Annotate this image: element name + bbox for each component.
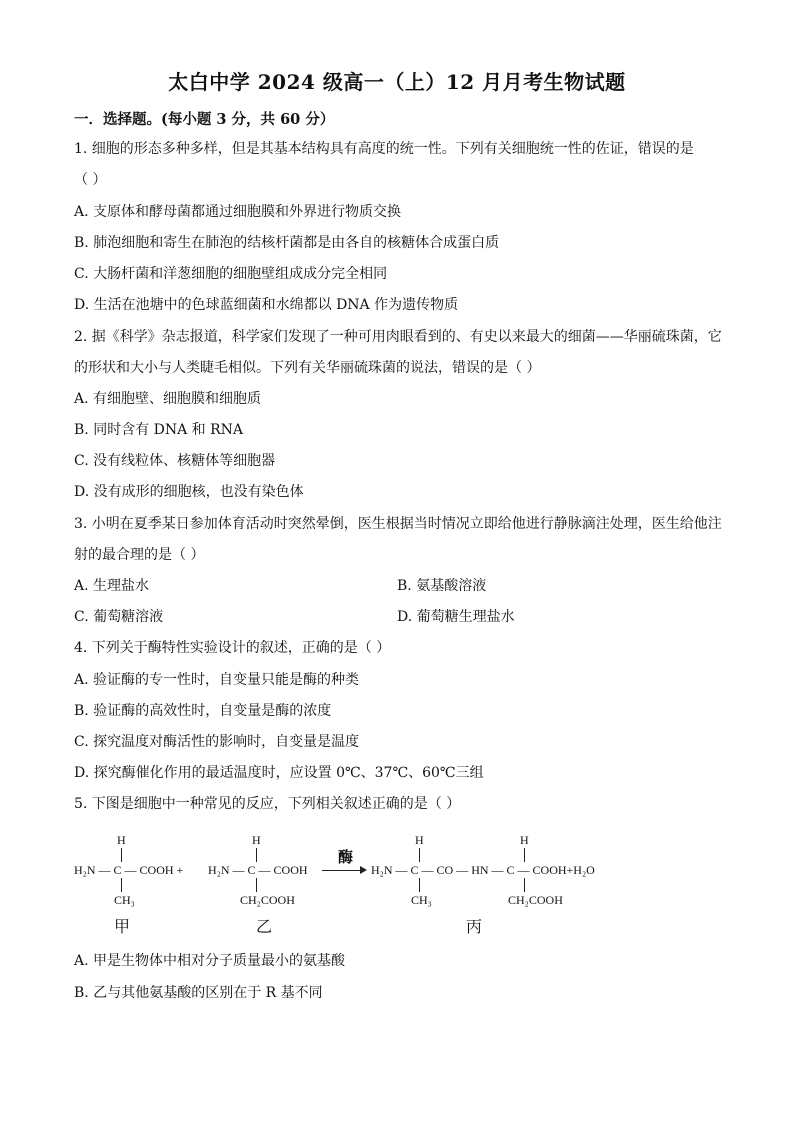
jia-formula: H₂N — C — COOH + — [74, 863, 184, 877]
bing-bond-bottom-2 — [524, 878, 525, 892]
jia-bond-bottom — [121, 878, 122, 892]
q1-stem-line1: 1. 细胞的形态多种多样，但是其基本结构具有高度的统一性。下列有关细胞统一性的佐证，错误的是 — [74, 141, 694, 157]
label-yi: 乙 — [256, 917, 273, 936]
q3-option-c: C. 葡萄糖溶液 — [74, 609, 164, 625]
section-heading: 一．选择题。(每小题 3 分，共 60 分） — [74, 111, 335, 128]
label-jia: 甲 — [114, 917, 131, 936]
q3-stem-line2: 射的最合理的是（ ） — [74, 547, 205, 563]
q5-stem: 5. 下图是细胞中一种常见的反应，下列相关叙述正确的是（ ） — [74, 796, 461, 812]
bing-r-group-2: CH₂COOH — [508, 893, 563, 907]
q3-option-a: A. 生理盐水 — [74, 578, 150, 594]
yi-bond-bottom — [256, 878, 257, 892]
q2-option-c: C. 没有线粒体、核糖体等细胞器 — [74, 453, 276, 469]
q2-option-b: B. 同时含有 DNA 和 RNA — [74, 422, 244, 438]
bing-bond-top-2 — [524, 848, 525, 862]
q3-option-b: B. 氨基酸溶液 — [397, 578, 487, 594]
q2-option-d: D. 没有成形的细胞核，也没有染色体 — [74, 484, 304, 500]
q1-option-d: D. 生活在池塘中的色球蓝细菌和水绵都以 DNA 作为遗传物质 — [74, 297, 459, 313]
q3-option-d: D. 葡萄糖生理盐水 — [397, 609, 515, 625]
q1-option-c: C. 大肠杆菌和洋葱细胞的细胞壁组成成分完全相同 — [74, 266, 388, 282]
jia-bond-top — [121, 848, 122, 862]
reaction-arrow — [322, 870, 362, 871]
q2-option-a: A. 有细胞壁、细胞膜和细胞质 — [74, 391, 262, 407]
bing-formula: H₂N — C — CO — HN — C — COOH+H₂O — [371, 863, 595, 877]
q2-stem-line2: 的形状和大小与人类睫毛相似。下列有关华丽硫珠菌的说法，错误的是（ ） — [74, 360, 541, 376]
bing-h-atom-1: H — [415, 833, 424, 847]
label-bing: 丙 — [466, 917, 483, 936]
jia-h-atom: H — [117, 833, 126, 847]
page-title: 太白中学 2024 级高一（上）12 月月考生物试题 — [168, 70, 626, 94]
jia-r-group: CH₃ — [114, 893, 135, 907]
q3-stem-line1: 3. 小明在夏季某日参加体育活动时突然晕倒，医生根据当时情况立即给他进行静脉滴注处理，医生给他注 — [74, 516, 722, 532]
yi-h-atom: H — [252, 833, 261, 847]
arrow-head-icon — [360, 866, 367, 874]
bing-r-group-1: CH₃ — [411, 893, 432, 907]
enzyme-label: 酶 — [338, 848, 354, 866]
q4-option-c: C. 探究温度对酶活性的影响时，自变量是温度 — [74, 734, 360, 750]
q5-option-b: B. 乙与其他氨基酸的区别在于 R 基不同 — [74, 985, 323, 1001]
bing-bond-bottom-1 — [419, 878, 420, 892]
bing-h-atom-2: H — [520, 833, 529, 847]
q4-option-a: A. 验证酶的专一性时，自变量只能是酶的种类 — [74, 672, 360, 688]
q1-option-b: B. 肺泡细胞和寄生在肺泡的结核杆菌都是由各自的核糖体合成蛋白质 — [74, 235, 500, 251]
q4-option-d: D. 探究酶催化作用的最适温度时，应设置 0℃、37℃、60℃三组 — [74, 765, 484, 781]
q1-stem-line2: （ ） — [74, 172, 107, 188]
q5-option-a: A. 甲是生物体中相对分子质量最小的氨基酸 — [74, 953, 346, 969]
yi-r-group: CH₂COOH — [240, 893, 295, 907]
bing-bond-top-1 — [419, 848, 420, 862]
yi-formula: H₂N — C — COOH — [208, 863, 308, 877]
q2-stem-line1: 2. 据《科学》杂志报道，科学家们发现了一种可用肉眼看到的、有史以来最大的细菌——华丽硫珠菌，它 — [74, 329, 722, 345]
yi-bond-top — [256, 848, 257, 862]
q1-option-a: A. 支原体和酵母菌都通过细胞膜和外界进行物质交换 — [74, 204, 402, 220]
q4-option-b: B. 验证酶的高效性时，自变量是酶的浓度 — [74, 703, 332, 719]
q4-stem: 4. 下列关于酶特性实验设计的叙述，正确的是（ ） — [74, 640, 391, 656]
